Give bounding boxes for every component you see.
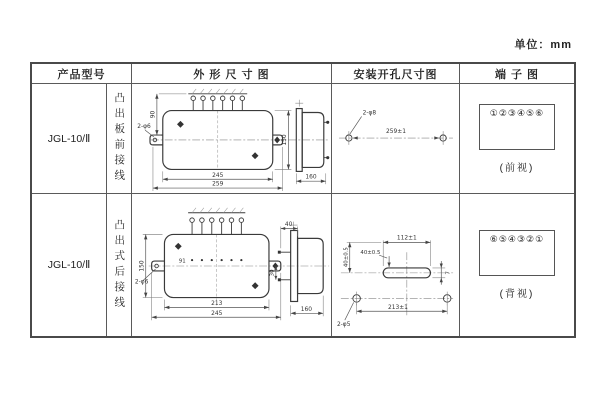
dim-depth: 160 (305, 174, 317, 181)
terminal-numbers-row1: ①②③④⑤⑥ (489, 107, 545, 118)
dim-depth-row2: 160 (300, 306, 313, 313)
terminal-diagram-row2 (460, 194, 574, 336)
model-label-row1: JGL-10/Ⅱ (47, 132, 91, 145)
dim-front-inner-width: 245 (212, 172, 224, 179)
outline-drawing-front-wiring (132, 85, 331, 193)
dim-horizontal-offset: 40±0.5 (359, 250, 380, 257)
mounting-drawing-rear-wiring (333, 195, 459, 335)
terminal-box-front-view (479, 104, 555, 150)
terminal-caption-row2: (背视) (499, 289, 535, 300)
dim-vertical-offset: 40±0.5 (342, 247, 349, 268)
model-cell-row1 (32, 84, 107, 194)
mounting-diagram-row1 (332, 84, 460, 194)
model-cell-row2 (32, 194, 107, 336)
dim-front-outer-width-row2: 245 (211, 310, 223, 317)
header-product-model: 产品型号 (32, 64, 132, 84)
wiring-cell-row2 (107, 194, 132, 336)
dim-step: 30 (269, 269, 276, 277)
terminal-numbers-row2: ⑥⑤④③②① (489, 234, 545, 244)
dim-slot-length: 112±1 (396, 235, 417, 242)
dim-tail-length: 40 (284, 222, 293, 229)
unit-label: 单位：mm (514, 39, 572, 51)
terminal-box-rear-view (479, 230, 555, 276)
dim-upper-height: 90 (150, 110, 157, 118)
dim-hole-spacing: 259±1 (385, 128, 406, 135)
outline-diagram-row2 (132, 194, 332, 336)
mounting-diagram-row2 (332, 194, 460, 336)
spec-table (30, 62, 576, 338)
header-terminal-diagram: 端 子 图 (460, 64, 574, 84)
label-mounting-holes: 2-φ8 (362, 109, 376, 116)
outline-drawing-rear-wiring (132, 195, 331, 335)
label-ear-hole-row2: 2-φ6 (134, 279, 149, 286)
label-mounting-holes-row2: 2-φ5 (336, 322, 350, 329)
dim-slot-width: 7 (445, 271, 452, 275)
dim-front-outer-width: 259 (212, 181, 224, 188)
wiring-label-row1: 凸出板前接线 (113, 92, 126, 185)
dim-front-height: 150 (281, 133, 288, 146)
label-ear-hole: 2-φ6 (137, 123, 151, 130)
outline-diagram-row1 (132, 84, 332, 194)
terminal-diagram-row1 (460, 84, 574, 194)
header-outline-dims: 外 形 尺 寸 图 (132, 64, 332, 84)
header-mounting-dims: 安装开孔尺寸图 (332, 64, 460, 84)
dim-front-height-row2: 150 (139, 260, 146, 272)
model-label-row2: JGL-10/Ⅱ (47, 259, 91, 271)
mounting-drawing-front-wiring (333, 85, 459, 193)
wiring-label-row2: 凸出式后接线 (113, 218, 126, 312)
dim-hole-spacing-row2: 213±1 (387, 304, 408, 311)
dim-pin-offset: 91 (178, 258, 186, 265)
terminal-caption-row1: (前视) (499, 162, 535, 174)
wiring-cell-row1 (107, 84, 132, 194)
dim-front-inner-width-row2: 213 (211, 300, 223, 307)
